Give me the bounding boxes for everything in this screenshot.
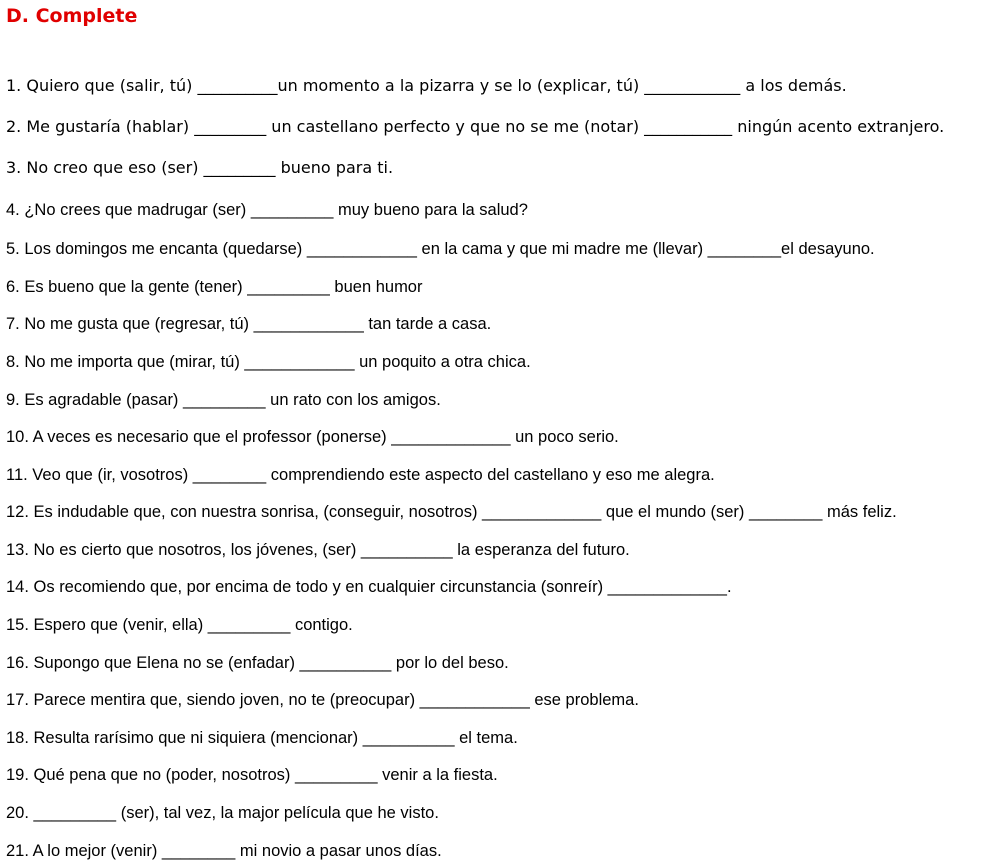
exercise-line: 14. Os recomiendo que, por encima de todo y en cualquier circunstancia (sonreír) _____________. (6, 578, 732, 596)
exercise-line: 5. Los domingos me encanta (quedarse) ____________ en la cama y que mi madre me (llevar) ________el desayuno. (6, 240, 875, 258)
exercise-line: 21. A lo mejor (venir) ________ mi novio a pasar unos días. (6, 842, 442, 860)
exercise-line: 12. Es indudable que, con nuestra sonrisa, (conseguir, nosotros) _____________ que el mundo (ser) ________ más feliz. (6, 503, 897, 521)
exercise-line: 8. No me importa que (mirar, tú) ____________ un poquito a otra chica. (6, 353, 531, 371)
exercise-line: 15. Espero que (venir, ella) _________ contigo. (6, 616, 353, 634)
exercise-line: 6. Es bueno que la gente (tener) _________ buen humor (6, 278, 423, 296)
exercise-line: 10. A veces es necesario que el professor (ponerse) _____________ un poco serio. (6, 428, 619, 446)
exercise-line: 17. Parece mentira que, siendo joven, no te (preocupar) ____________ ese problema. (6, 691, 639, 709)
exercise-line: 4. ¿No crees que madrugar (ser) _________ muy bueno para la salud? (6, 201, 528, 219)
exercise-line: 19. Qué pena que no (poder, nosotros) _________ venir a la fiesta. (6, 766, 498, 784)
section-heading: D. Complete (6, 5, 138, 27)
exercise-line: 7. No me gusta que (regresar, tú) ____________ tan tarde a casa. (6, 315, 492, 333)
exercise-line: 18. Resulta rarísimo que ni siquiera (mencionar) __________ el tema. (6, 729, 518, 747)
exercise-line: 1. Quiero que (salir, tú) __________un momento a la pizarra y se lo (explicar, tú) ____________ a los demás. (6, 76, 847, 95)
exercise-line: 9. Es agradable (pasar) _________ un rato con los amigos. (6, 391, 441, 409)
exercise-line: 11. Veo que (ir, vosotros) ________ comprendiendo este aspecto del castellano y eso me alegra. (6, 466, 715, 484)
exercise-line: 20. _________ (ser), tal vez, la major película que he visto. (6, 804, 439, 822)
exercise-line: 2. Me gustaría (hablar) _________ un castellano perfecto y que no se me (notar) ___________ ningún acento extranjero. (6, 117, 945, 136)
exercise-line: 13. No es cierto que nosotros, los jóvenes, (ser) __________ la esperanza del futuro. (6, 541, 630, 559)
exercise-line: 16. Supongo que Elena no se (enfadar) __________ por lo del beso. (6, 654, 509, 672)
exercise-line: 3. No creo que eso (ser) _________ bueno para ti. (6, 158, 394, 177)
